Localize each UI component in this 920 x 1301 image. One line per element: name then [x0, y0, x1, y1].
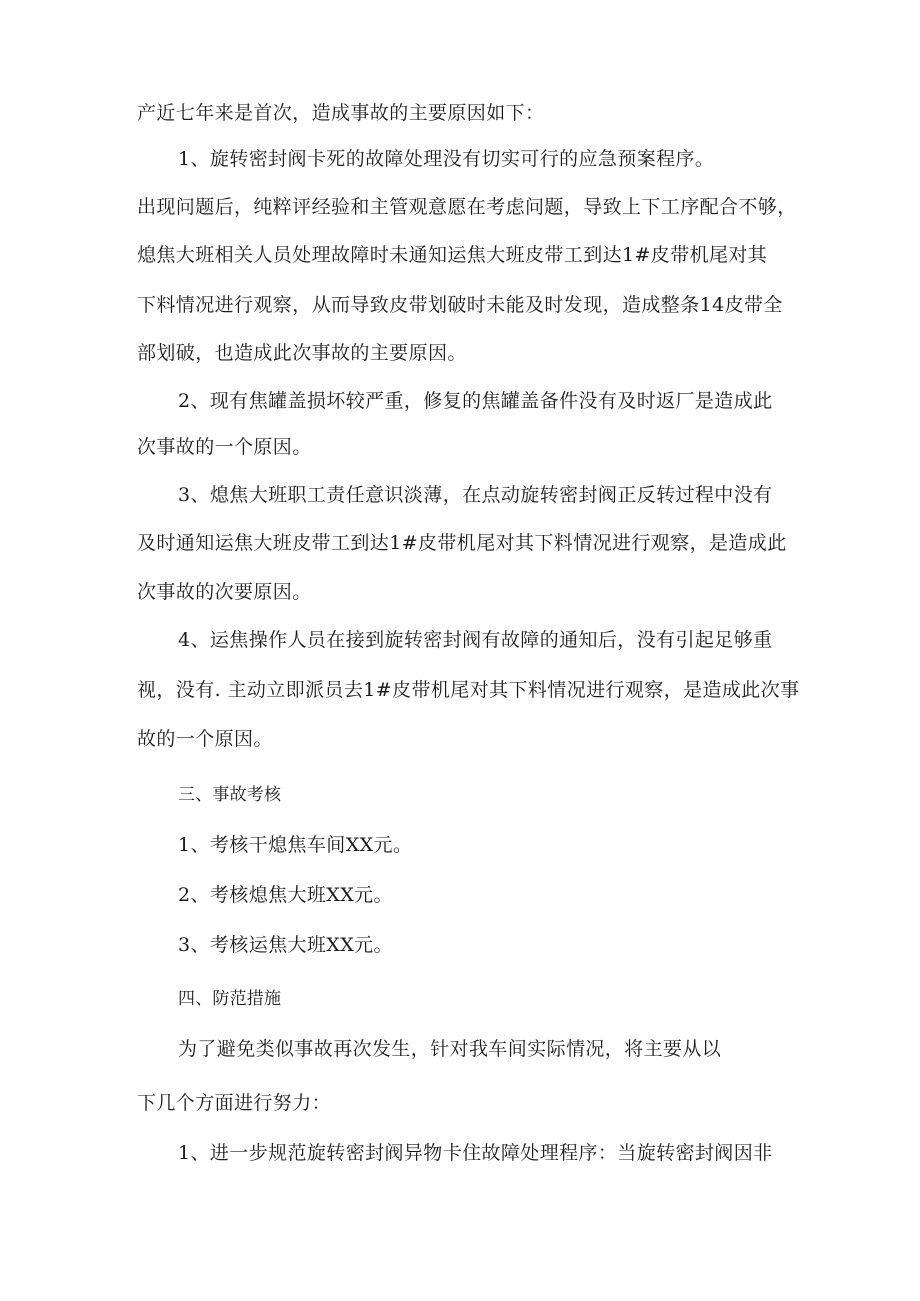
text-line-14: 故的一个原因。 [137, 728, 273, 750]
text-line-1: 产近七年来是首次，造成事故的主要原因如下： [137, 102, 545, 124]
text-line-12: 4、运焦操作人员在接到旋转密封阀有故障的通知后，没有引起足够重 [178, 629, 773, 651]
section-heading-prevention: 四、防范措施 [178, 989, 282, 1009]
text-line-16: 1、考核干熄焦车间XX元。 [178, 834, 413, 856]
text-line-9: 3、熄焦大班职工责任意识淡薄，在点动旋转密封阀正反转过程中没有 [178, 484, 773, 506]
text-line-3: 出现问题后，纯粹评经验和主管观意愿在考虑问题，导致上下工序配合不够， [137, 196, 797, 218]
text-line-13: 视，没有. 主动立即派员去1#皮带机尾对其下料情况进行观察，是造成此次事 [137, 679, 800, 701]
text-line-6: 部划破，也造成此次事故的主要原因。 [137, 342, 467, 364]
text-line-5: 下料情况进行观察，从而导致皮带划破时未能及时发现，造成整条14皮带全 [137, 294, 783, 316]
text-line-22: 1、进一步规范旋转密封阀异物卡住故障处理程序：当旋转密封阀因非 [178, 1142, 773, 1164]
text-line-4: 熄焦大班相关人员处理故障时未通知运焦大班皮带工到达1#皮带机尾对其 [137, 244, 768, 266]
text-line-18: 3、考核运焦大班XX元。 [178, 934, 393, 956]
text-line-7: 2、现有焦罐盖损坏较严重，修复的焦罐盖备件没有及时返厂是造成此 [178, 390, 773, 412]
text-line-17: 2、考核熄焦大班XX元。 [178, 884, 393, 906]
text-line-21: 下几个方面进行努力： [137, 1092, 332, 1114]
text-line-11: 次事故的次要原因。 [137, 581, 312, 603]
text-line-2: 1、旋转密封阀卡死的故障处理没有切实可行的应急预案程序。 [178, 148, 715, 170]
text-line-10: 及时通知运焦大班皮带工到达1#皮带机尾对其下料情况进行观察，是造成此 [137, 532, 787, 554]
text-line-8: 次事故的一个原因。 [137, 436, 312, 458]
section-heading-assessment: 三、事故考核 [178, 785, 282, 805]
text-line-20: 为了避免类似事故再次发生，针对我车间实际情况，将主要从以 [178, 1038, 722, 1060]
